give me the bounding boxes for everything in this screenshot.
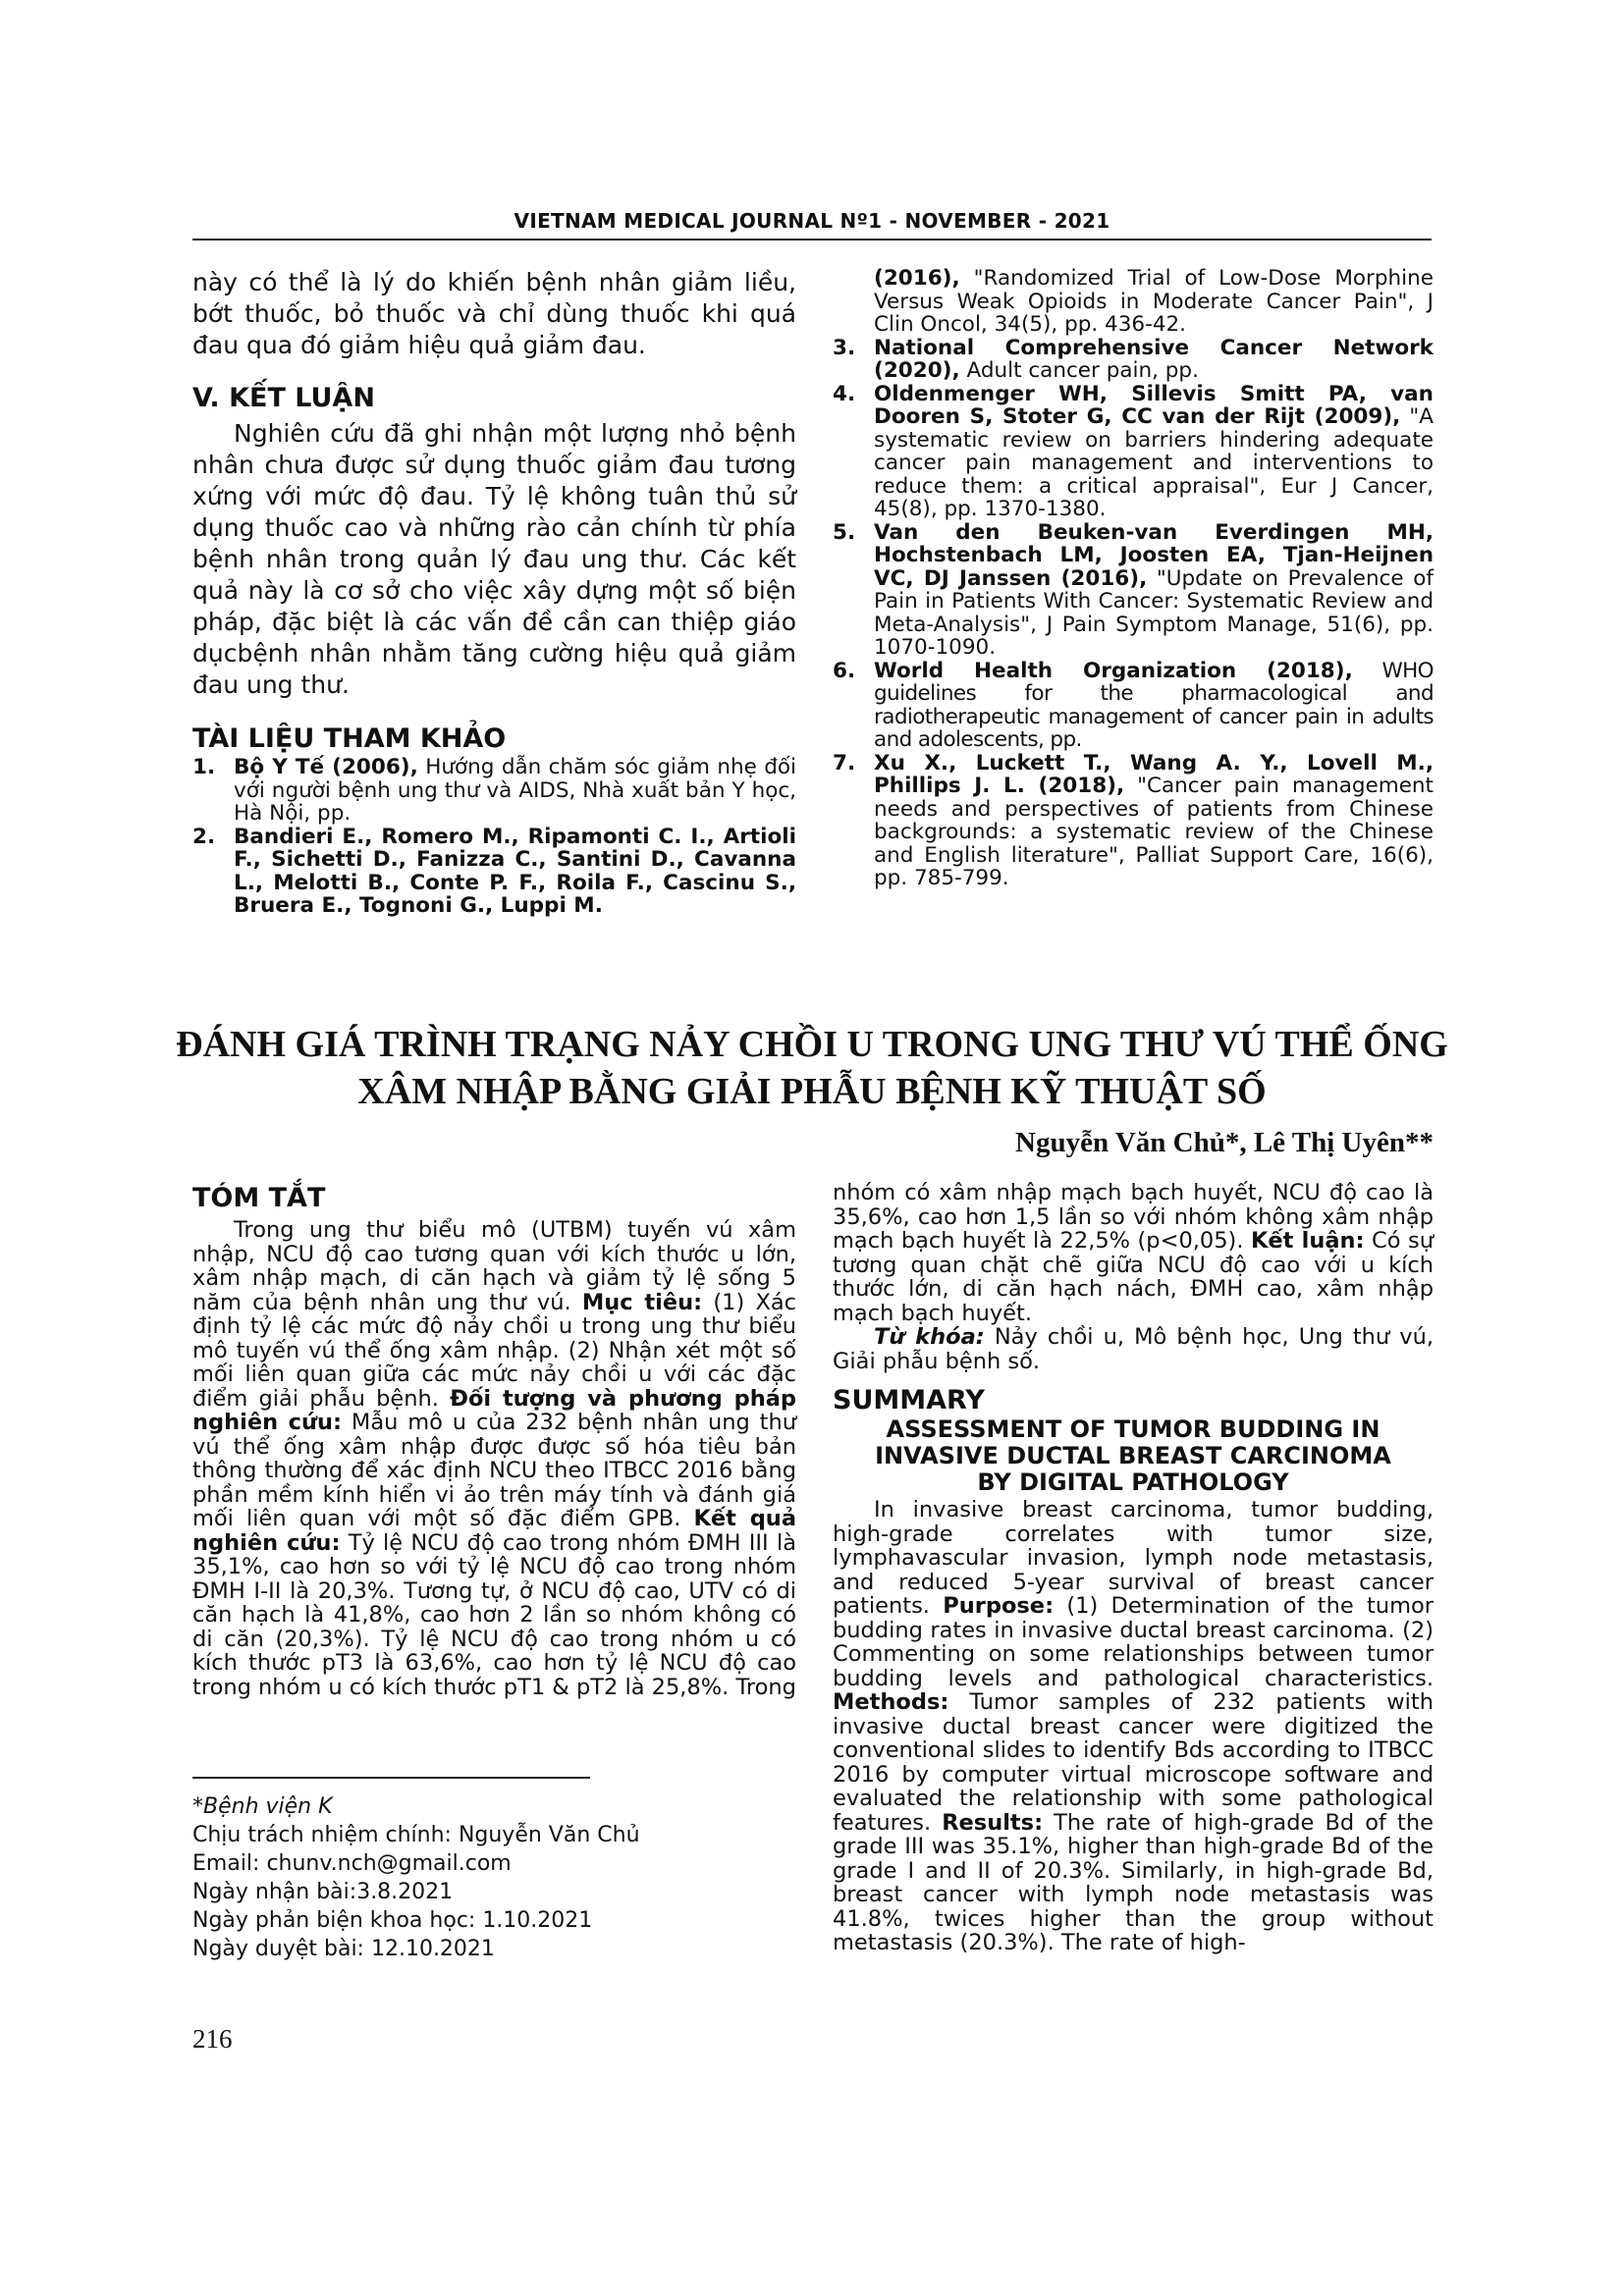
article-title-line-1: ĐÁNH GIÁ TRÌNH TRẠNG NẢY CHỒI U TRONG UNG THƯ VÚ THỂ ỐNG (176, 1024, 1448, 1065)
reference-text: Hướng dẫn chăm sóc giảm nhẹ đối với người bệnh ung thư và AIDS, Nhà xuất bản Y học, Hà Nội, pp. (234, 755, 797, 826)
reference-number: 1. (192, 755, 216, 779)
page-number: 216 (192, 2024, 233, 2054)
summary-title-line-2: INVASIVE DUCTAL BREAST CARCINOMA (875, 1442, 1391, 1469)
results-text: Tỷ lệ NCU độ cao trong nhóm ĐMH III là 35,1%, cao hơn so với tỷ lệ NCU độ cao trong nhóm ĐMH I-II là 20,3%. Tương tự, ở NCU độ cao, UTV có di căn hạch là 41,8%, cao hơn 2 lần so nhóm không có di căn (20,3%). Tỷ lệ NCU độ cao trong nhóm u có kích thước pT3 là 63,6%, cao hơn tỷ lệ NCU độ cao trong nhóm u có kích thước pT1 & pT2 là 25,8%. Trong (192, 1529, 796, 1700)
objective-text: (1) Xác định tỷ lệ các mức độ nảy chồi u trong ung thư biểu mô tuyến vú thể ống xâm nhập. (2) Nhận xét một số mối liên quan giữa các mức nảy chồi u với các đặc điểm giải phẫu bệnh. (192, 1289, 797, 1412)
summary-title-line-3: BY DIGITAL PATHOLOGY (977, 1468, 1289, 1496)
reference-authors: National Comprehensive Cancer Network (2020), (874, 335, 1434, 383)
results-text-continued: nhóm có xâm nhập mạch bạch huyết, NCU độ cao là 35,6%, cao hơn 1,5 lần so với nhóm không xâm nhập mạch bạch huyết là 22,5% (p<0,05). (833, 1180, 1434, 1254)
abstract-continued-paragraph (833, 1181, 1434, 1325)
article-title-line-2: XÂM NHẬP BẰNG GIẢI PHẪU BỆNH KỸ THUẬT SỐ (357, 1071, 1267, 1112)
summary-intro: In invasive breast carcinoma, tumor budding, high-grade correlates with tumor size, lymphavascular invasion, lymph node metastasis, and reduced 5-year survival of breast cancer patients. (833, 1497, 1434, 1619)
article-authors: Nguyễn Văn Chủ*, Lê Thị Uyên** (1015, 1127, 1434, 1158)
summary-heading: SUMMARY (833, 1385, 985, 1415)
references-list-left (192, 756, 796, 918)
reference-text: "Randomized Trial of Low-Dose Morphine Versus Weak Opioids in Moderate Cancer Pain", J Clin Oncol, 34(5), pp. 436-42. (874, 266, 1434, 337)
reference-item (833, 383, 1434, 521)
reference-authors: Oldenmenger WH, Sillevis Smitt PA, van Dooren S, Stoter G, CC van der Rijt (2009), (874, 381, 1434, 429)
footnote-affiliation: *Bệnh viện K (192, 1794, 333, 1819)
reference-number: 4. (833, 381, 856, 406)
abstract-paragraph (192, 1218, 796, 1699)
conclusion-paragraph: Nghiên cứu đã ghi nhận một lượng nhỏ bệnh nhân chưa được sử dụng thuốc giảm đau tương xứng với mức độ đau. Tỷ lệ không tuân thủ sử dụng thuốc cao và những rào cản chính từ phía bệnh nhân trong quản lý đau ung thư. Các kết quả này là cơ sở cho việc xây dựng một số biện pháp, đặc biệt là các vấn đề cần can thiệp giáo dụcbệnh nhân nhằm tăng cường hiệu quả giảm đau ung thư. (192, 419, 796, 699)
reference-item (192, 756, 796, 826)
reference-number: 3. (833, 335, 856, 360)
footnote-responsible: Chịu trách nhiệm chính: Nguyễn Văn Chủ (192, 1823, 640, 1847)
summary-title-line-1: ASSESSMENT OF TUMOR BUDDING IN (886, 1415, 1380, 1443)
reference-text: "Update on Prevalence of Pain in Patients With Cancer: Systematic Review and Meta-Analysis", J Pain Symptom Manage, 51(6), pp. 1070-1090. (874, 565, 1434, 660)
summary-methods-text: Tumor samples of 232 patients with invasive ductal breast cancer were digitized the conventional slides to identify Bds according to ITBCC 2016 by computer virtual microscope software and evaluated the relationship with some pathological features. (833, 1689, 1434, 1836)
purpose-text: (1) Determination of the tumor budding rates in invasive ductal breast carcinoma. (2) Commenting on some relationships between tumor budding levels and pathological characteristics. (833, 1593, 1435, 1691)
reference-authors: Xu X., Luckett T., Wang A. Y., Lovell M., Phillips J. L. (2018), (874, 750, 1434, 798)
reference-text: "Cancer pain management needs and perspectives of patients from Chinese backgrounds: a systematic review of the Chinese and English literature", Palliat Support Care, 16(6), pp. 785-799. (874, 774, 1434, 890)
footnote-rule (192, 1777, 590, 1779)
keywords-label: Từ khóa: (874, 1324, 985, 1350)
footnote-received: Ngày nhận bài:3.8.2021 (192, 1880, 454, 1904)
references-list-right (833, 267, 1434, 890)
reference-item (833, 660, 1434, 752)
purpose-label: Purpose: (943, 1593, 1055, 1619)
reference-number: 5. (833, 519, 856, 545)
header-rule (192, 239, 1432, 240)
reference-number: 2. (192, 824, 216, 849)
summary-results-text: The rate of high-grade Bd of the grade III was 35.1%, higher than high-grade Bd of the grade I and II of 20.3%. Similarly, in high-grade Bd, breast cancer with lymph node metastasis was 41.8%, twices higher than the group without metastasis (20.3%). The rate of high- (833, 1809, 1434, 1955)
keywords-text: Nảy chồi u, Mô bệnh học, Ung thư vú, Giải phẫu bệnh số. (833, 1324, 1434, 1374)
results-label: Kết quả nghiên cứu: (192, 1506, 797, 1556)
reference-item (192, 826, 796, 918)
methods-text: Mẫu mô u của 232 bệnh nhân ung thư vú thể ống xâm nhập được được số hóa tiêu bản thông thường để xác định NCU theo ITBCC 2016 bằng phần mềm kính hiển vi ảo trên máy tính và đánh giá mối liên quan với một số đặc điểm GPB. (192, 1410, 797, 1531)
reference-number: 6. (833, 658, 856, 683)
reference-text: Adult cancer pain, pp. (959, 358, 1199, 383)
prev-article-left-column (192, 267, 796, 918)
summary-paragraph (833, 1498, 1434, 1955)
reference-text: WHO guidelines for the pharmacological and radiotherapeutic management of cancer pain in adults and adolescents, pp. (874, 658, 1434, 752)
keywords-paragraph (833, 1325, 1434, 1373)
running-header: VIETNAM MEDICAL JOURNAL Nº1 - NOVEMBER - 2021 (514, 209, 1110, 233)
abstract-continued-column (833, 1181, 1434, 1955)
reference-authors: Van den Beuken-van Everdingen MH, Hochstenbach LM, Joosten EA, Tjan-Heijnen VC, DJ Janssen (2016), (874, 519, 1434, 591)
reference-authors: Bandieri E., Romero M., Ripamonti C. I., Artioli F., Sichetti D., Fanizza C., Santini D., Cavanna L., Melotti B., Conte P. F., Roila F., Cascinu S., Bruera E., Tognoni G., Luppi M. (234, 824, 796, 918)
references-heading: TÀI LIỆU THAM KHẢO (192, 723, 507, 754)
footnote-accepted: Ngày duyệt bài: 12.10.2021 (192, 1937, 495, 1961)
conclusion-label: Kết luận: (1250, 1228, 1365, 1254)
reference-item (833, 521, 1434, 660)
summary-methods-label: Methods: (833, 1689, 949, 1715)
summary-results-label: Results: (942, 1809, 1044, 1836)
abstract-column (192, 1183, 796, 1699)
abstract-intro: Trong ung thư biểu mô (UTBM) tuyến vú xâm nhập, NCU độ cao tương quan với kích thước u lớn, xâm nhập mạch, di căn hạch và giảm tỷ lệ sống 5 năm của bệnh nhân ung thư vú. (192, 1217, 796, 1315)
reference-number: 7. (833, 750, 856, 775)
reference-item (833, 337, 1434, 383)
methods-label: Đối tượng và phương pháp nghiên cứu: (192, 1385, 797, 1435)
article-title (147, 1021, 1477, 1115)
prev-intro-paragraph: này có thể là lý do khiến bệnh nhân giảm liều, bớt thuốc, bỏ thuốc và chỉ dùng thuốc khi quá đau qua đó giảm hiệu quả giảm đau. (192, 268, 796, 359)
reference-authors: Bộ Y Tế (2006), (234, 755, 418, 779)
footnote-email: Email: chunv.nch@gmail.com (192, 1851, 512, 1876)
reference-authors: World Health Organization (2018), (874, 658, 1353, 683)
reference-year: (2016), (874, 266, 960, 291)
reference-2-continued (833, 267, 1434, 337)
reference-text: "A systematic review on barriers hindering adequate cancer pain management and interventions to reduce them: a critical appraisal", Eur J Cancer, 45(8), pp. 1370-1380. (874, 404, 1434, 521)
abstract-heading: TÓM TẮT (192, 1183, 326, 1213)
footnote-reviewed: Ngày phản biện khoa học: 1.10.2021 (192, 1908, 593, 1933)
reference-item (833, 752, 1434, 890)
conclusion-heading: V. KẾT LUẬN (192, 383, 375, 413)
conclusion-text: Có sự tương quan chặt chẽ giữa NCU độ cao với u kích thước lớn, di căn hạch nách, ĐMH cao, xâm nhập mạch bạch huyết. (833, 1228, 1434, 1326)
footnote-block (192, 1792, 796, 1963)
objective-label: Mục tiêu: (581, 1289, 703, 1315)
